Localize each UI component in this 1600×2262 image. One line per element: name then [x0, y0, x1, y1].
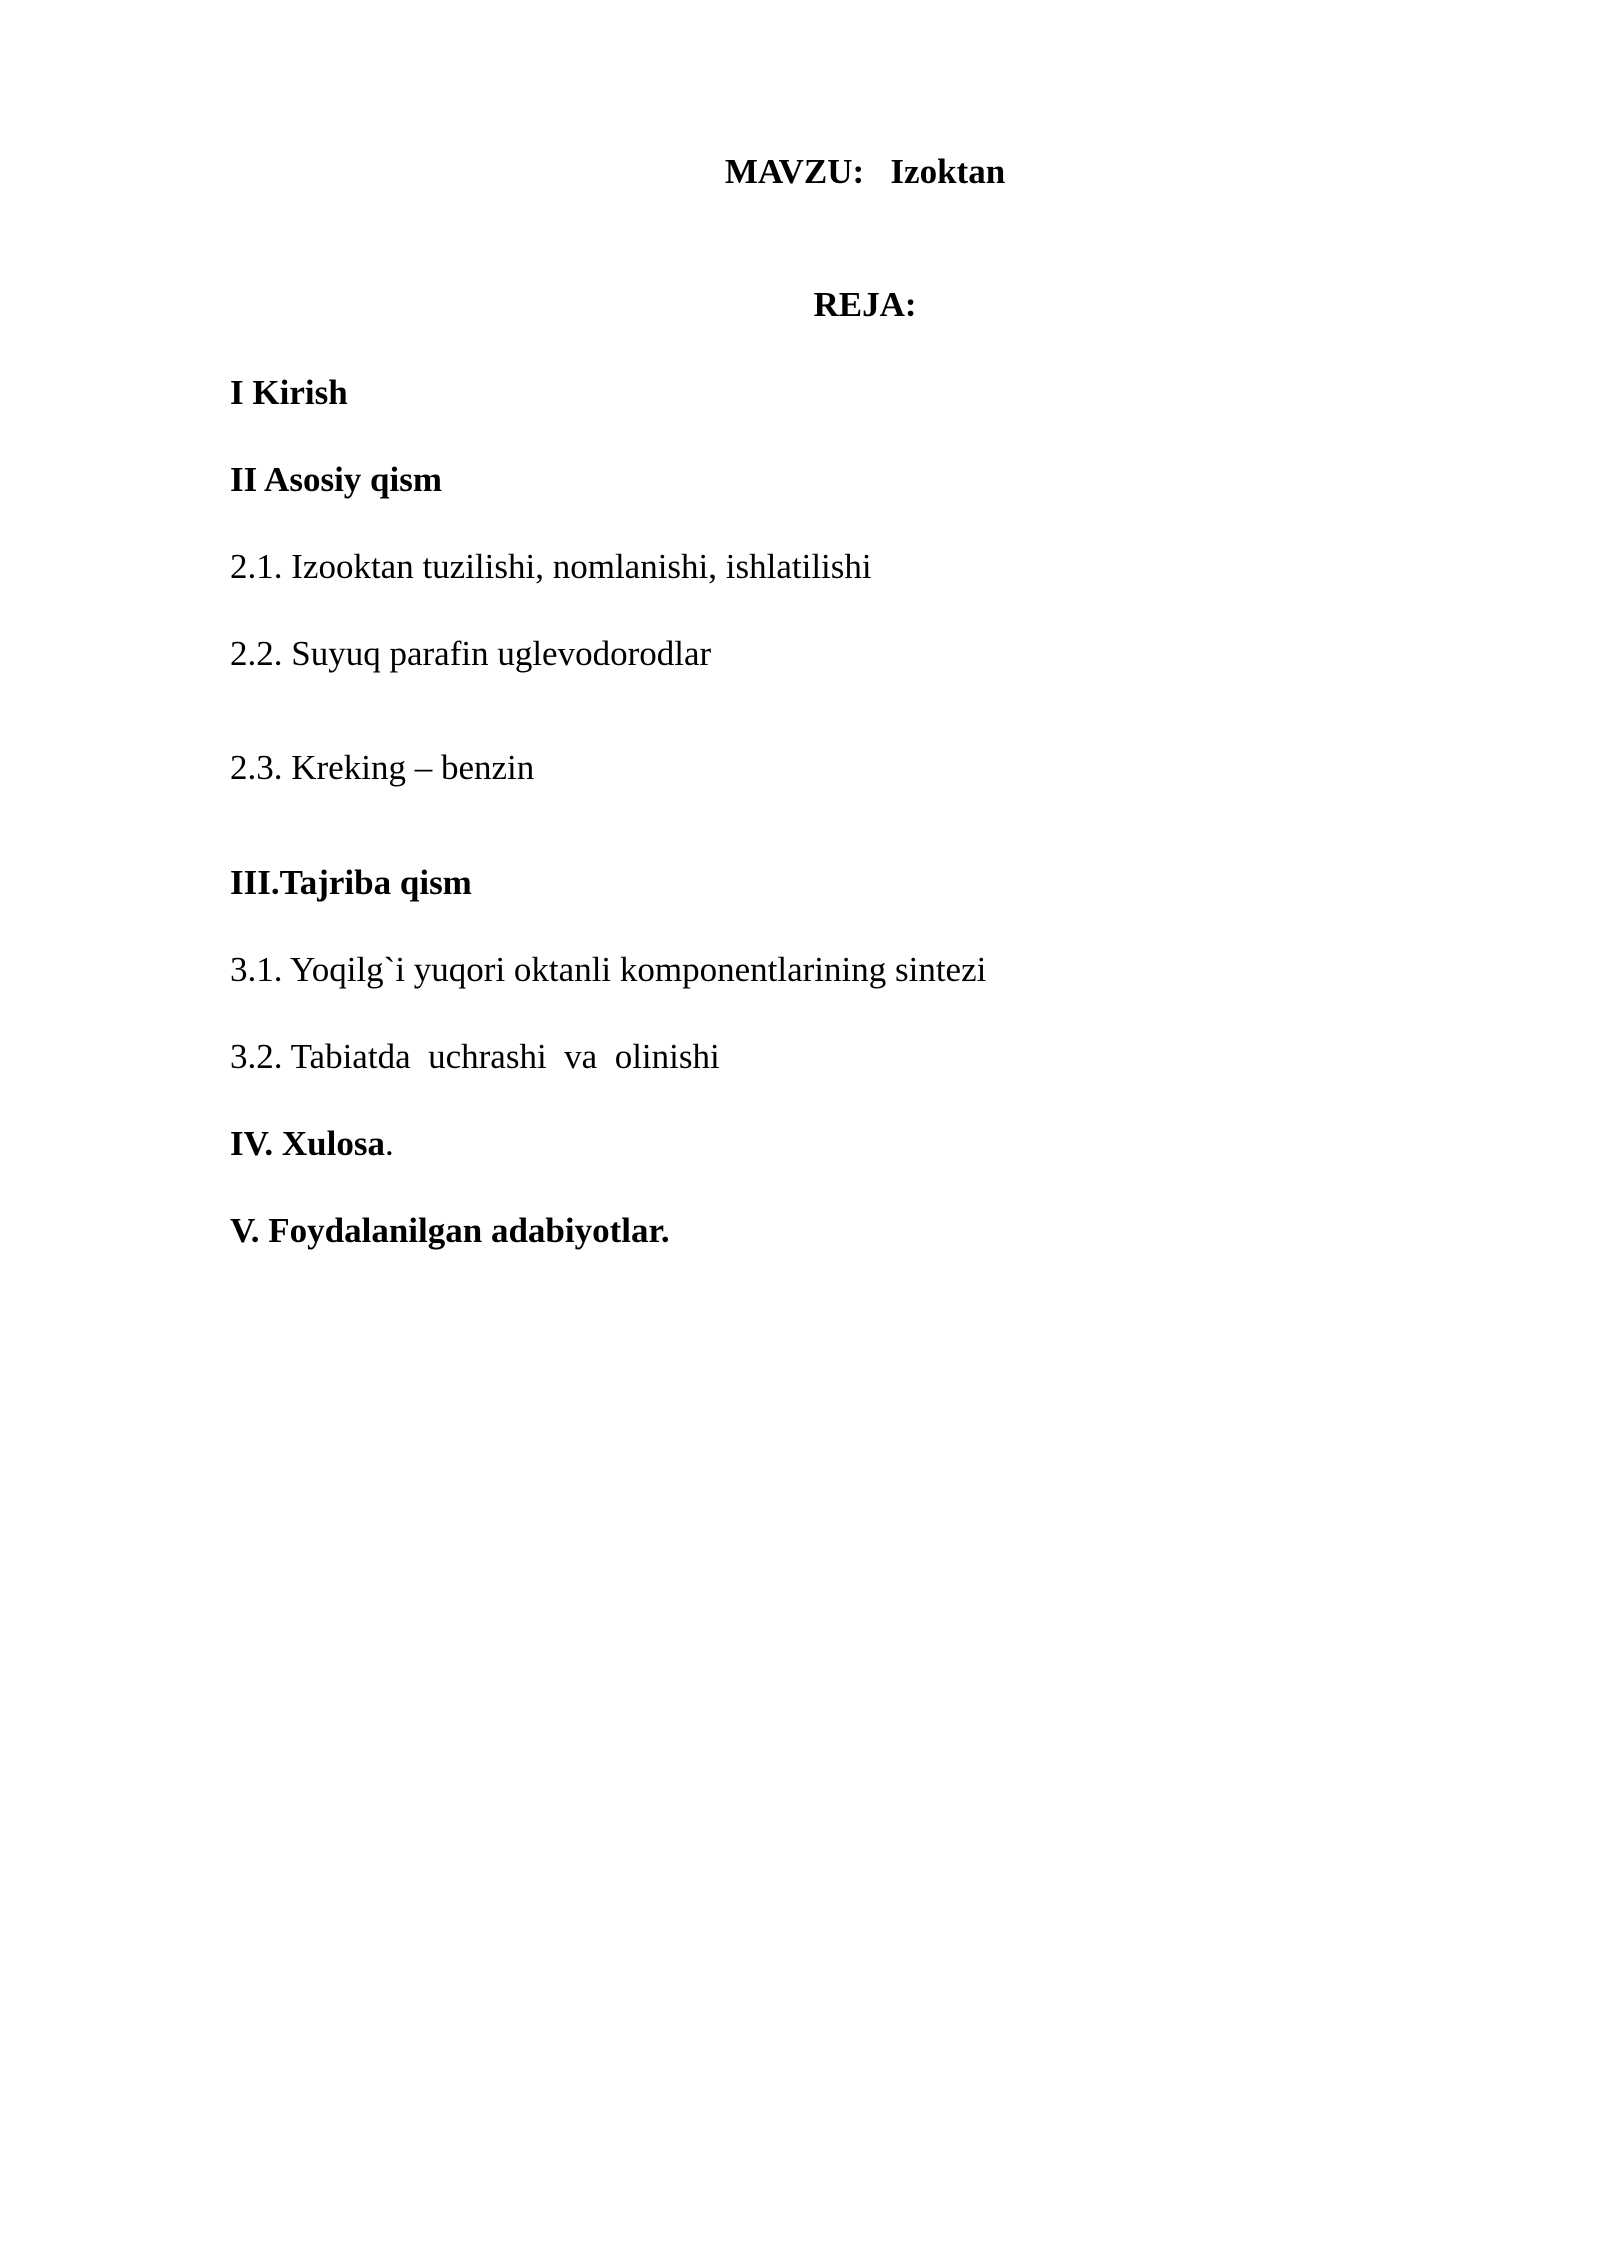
- plan-item-introduction: I Kirish: [230, 373, 348, 412]
- plan-item-conclusion: [230, 1124, 394, 1164]
- plan-heading: REJA:: [813, 285, 917, 324]
- plan-item-conclusion-label: IV. Xulosa: [230, 1124, 385, 1163]
- plan-item-references: V. Foydalanilgan adabiyotlar.: [230, 1211, 670, 1250]
- plan-item-3-2: 3.2. Tabiatda uchrashi va olinishi: [230, 1037, 720, 1076]
- plan-item-3-1: 3.1. Yoqilg`i yuqori oktanli komponentlarining sintezi: [230, 950, 987, 989]
- plan-item-experimental-part: III.Tajriba qism: [230, 863, 472, 902]
- plan-item-main-part: II Asosiy qism: [230, 460, 443, 499]
- plan-item-2-3: 2.3. Kreking – benzin: [230, 748, 535, 787]
- document-title: MAVZU: Izoktan: [724, 152, 1006, 191]
- plan-item-conclusion-period: .: [384, 1124, 394, 1163]
- plan-item-2-1: 2.1. Izooktan tuzilishi, nomlanishi, ishlatilishi: [230, 547, 872, 586]
- plan-item-2-2: 2.2. Suyuq parafin uglevodorodlar: [230, 634, 712, 673]
